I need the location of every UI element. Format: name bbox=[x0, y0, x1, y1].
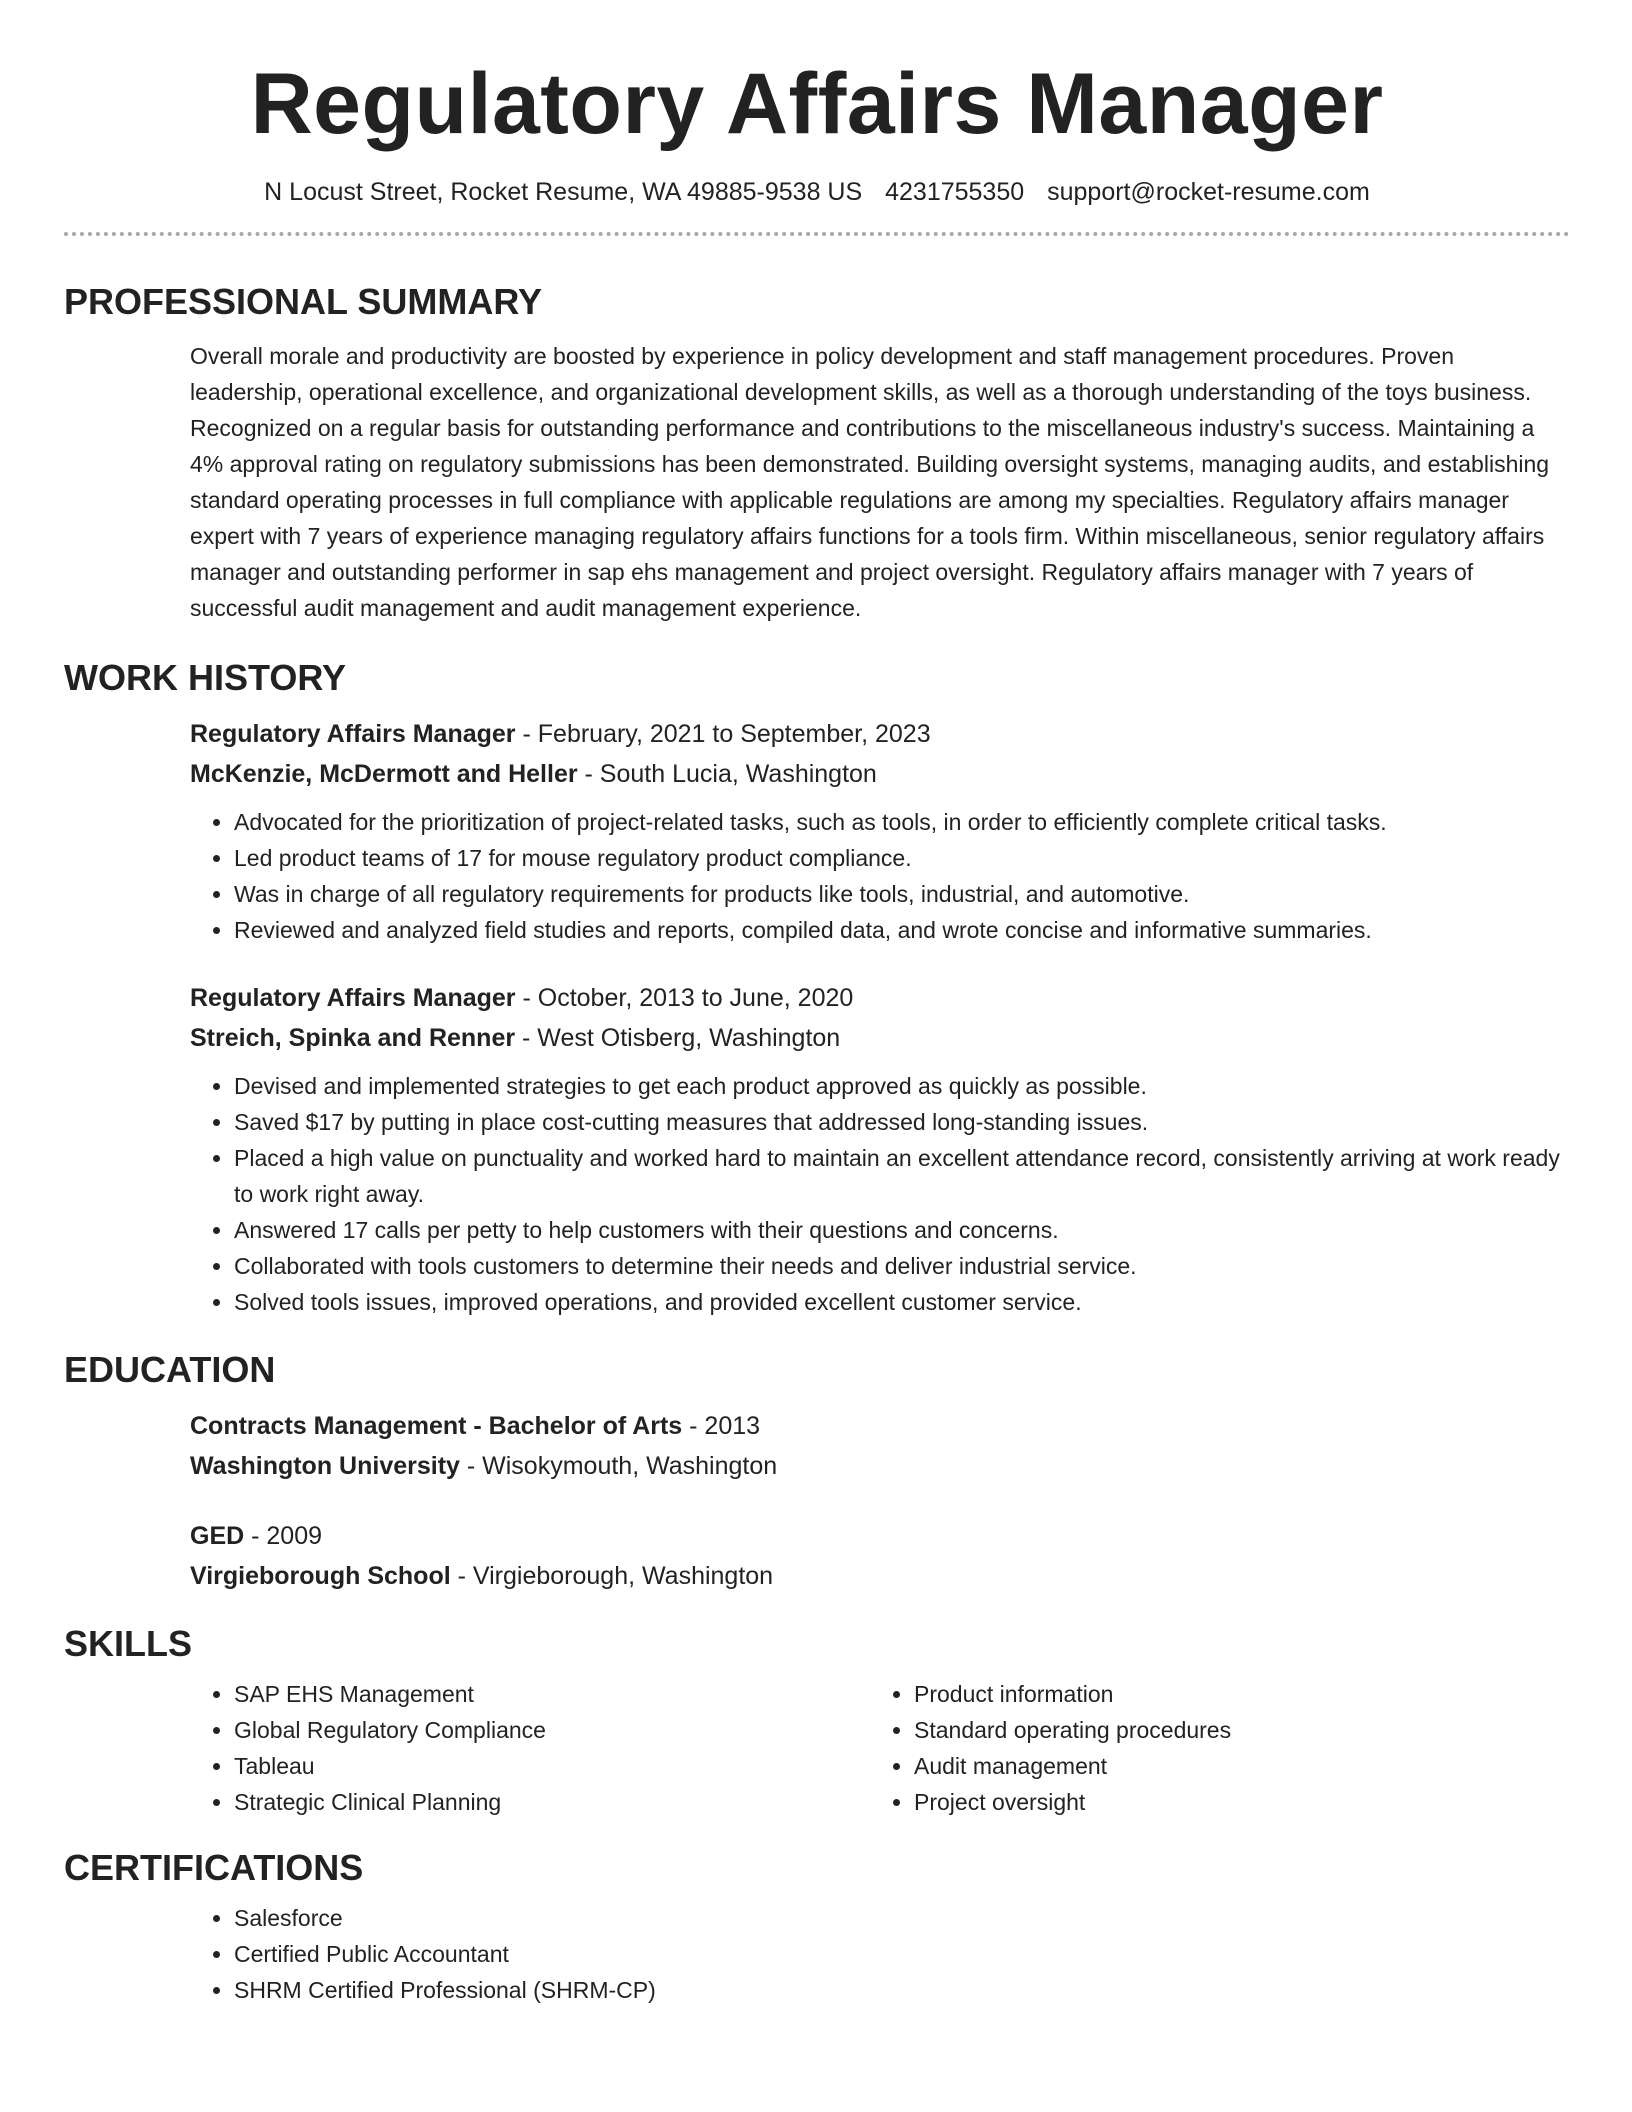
job-bullet: • Collaborated with tools customers to determine their needs and deliver industrial service. bbox=[234, 1248, 1570, 1284]
job-company-line bbox=[190, 754, 1570, 794]
skills-column-right bbox=[870, 1676, 1550, 1820]
job-role: Regulatory Affairs Manager bbox=[190, 984, 516, 1012]
skills-list-left bbox=[190, 1676, 870, 1820]
skill-item: • Tableau bbox=[234, 1748, 870, 1784]
job-bullet: • Was in charge of all regulatory requirements for products like tools, industrial, and automotive. bbox=[234, 876, 1570, 912]
job-bullet: • Saved $17 by putting in place cost-cutting measures that addressed long-standing issues. bbox=[234, 1104, 1570, 1140]
education-section-title: EDUCATION bbox=[64, 1349, 276, 1390]
education-school-line bbox=[190, 1446, 1570, 1486]
education-location: - Virgieborough, Washington bbox=[450, 1562, 774, 1590]
job-company: Streich, Spinka and Renner bbox=[190, 1024, 516, 1052]
contact-line bbox=[64, 176, 1570, 208]
job-bullet: • Answered 17 calls per petty to help customers with their questions and concerns. bbox=[234, 1212, 1570, 1248]
certifications-section-title: CERTIFICATIONS bbox=[64, 1847, 364, 1888]
job-dates: - October, 2013 to June, 2020 bbox=[515, 984, 854, 1012]
education-degree: Contracts Management - Bachelor of Arts bbox=[190, 1412, 683, 1440]
education-degree-line bbox=[190, 1406, 1570, 1446]
job-dates: - February, 2021 to September, 2023 bbox=[515, 720, 931, 748]
contact-address: N Locust Street, Rocket Resume, WA 49885-9538 US bbox=[264, 178, 863, 206]
job-bullets bbox=[190, 804, 1570, 948]
education-school: Washington University bbox=[190, 1452, 460, 1480]
education-degree-line bbox=[190, 1516, 1570, 1556]
education-year: - 2013 bbox=[682, 1412, 761, 1440]
skill-item: • Strategic Clinical Planning bbox=[234, 1784, 870, 1820]
skills-section-title: SKILLS bbox=[64, 1623, 193, 1664]
skill-item: • Product information bbox=[914, 1676, 1550, 1712]
job-entry bbox=[190, 714, 1570, 948]
job-company-line bbox=[190, 1018, 1570, 1058]
skills-column-left bbox=[190, 1676, 870, 1820]
skills-section bbox=[190, 1676, 1570, 1820]
work-section bbox=[190, 714, 1570, 1320]
resume-page bbox=[64, 0, 1570, 2008]
certification-item: • SHRM Certified Professional (SHRM-CP) bbox=[234, 1972, 1570, 2008]
summary-section bbox=[190, 338, 1570, 626]
skill-item: • Audit management bbox=[914, 1748, 1550, 1784]
job-bullet: • Advocated for the prioritization of project-related tasks, such as tools, in order to efficiently complete critical tasks. bbox=[234, 804, 1570, 840]
summary-text: Overall morale and productivity are boosted by experience in policy development and staff management procedures. Proven leadership, operational excellence, and organizational development skills, as well as a thorough understanding of the toys business. Recognized on a regular basis for outstanding performance and contributions to the miscellaneous industry's success. Maintaining a 4% approval rating on regulatory submissions has been demonstrated. Building oversight systems, managing audits, and establishing standard operating processes in full compliance with applicable regulations are among my specialties. Regulatory affairs manager expert with 7 years of experience managing regulatory affairs functions for a tools firm. Within miscellaneous, senior regulatory affairs manager and outstanding performer in sap ehs management and project oversight. Regulatory affairs manager with 7 years of successful audit management and audit management experience. bbox=[190, 343, 1550, 621]
skills-list-right bbox=[870, 1676, 1550, 1820]
education-school-line bbox=[190, 1556, 1570, 1596]
job-bullet: • Led product teams of 17 for mouse regulatory product compliance. bbox=[234, 840, 1570, 876]
education-year: - 2009 bbox=[244, 1522, 323, 1550]
summary-section-title: PROFESSIONAL SUMMARY bbox=[64, 281, 543, 322]
job-location: - South Lucia, Washington bbox=[577, 760, 877, 788]
job-bullet: • Placed a high value on punctuality and worked hard to maintain an excellent attendance record, consistently arriving at work ready to work right away. bbox=[234, 1140, 1570, 1212]
job-bullet: • Reviewed and analyzed field studies and reports, compiled data, and wrote concise and informative summaries. bbox=[234, 912, 1570, 948]
job-title-line bbox=[190, 978, 1570, 1018]
contact-phone: 4231755350 bbox=[885, 178, 1025, 206]
resume-header bbox=[64, 0, 1570, 208]
job-location: - West Otisberg, Washington bbox=[515, 1024, 841, 1052]
certification-item: • Certified Public Accountant bbox=[234, 1936, 1570, 1972]
job-entry bbox=[190, 978, 1570, 1320]
job-role: Regulatory Affairs Manager bbox=[190, 720, 516, 748]
skill-item: • Standard operating procedures bbox=[914, 1712, 1550, 1748]
job-bullets bbox=[190, 1068, 1570, 1320]
skill-item: • SAP EHS Management bbox=[234, 1676, 870, 1712]
work-section-title: WORK HISTORY bbox=[64, 657, 347, 698]
skill-item: • Global Regulatory Compliance bbox=[234, 1712, 870, 1748]
skills-grid bbox=[190, 1676, 1570, 1820]
education-entry bbox=[190, 1406, 1570, 1486]
certifications-list bbox=[190, 1900, 1570, 2008]
certifications-section bbox=[190, 1900, 1570, 2008]
education-section bbox=[190, 1406, 1570, 1596]
education-location: - Wisokymouth, Washington bbox=[459, 1452, 778, 1480]
education-school: Virgieborough School bbox=[190, 1562, 451, 1590]
education-degree: GED bbox=[190, 1522, 245, 1550]
header-divider bbox=[64, 232, 1570, 236]
contact-email: support@rocket-resume.com bbox=[1047, 178, 1370, 206]
job-bullet: • Solved tools issues, improved operations, and provided excellent customer service. bbox=[234, 1284, 1570, 1320]
skill-item: • Project oversight bbox=[914, 1784, 1550, 1820]
job-title-line bbox=[190, 714, 1570, 754]
candidate-name: Regulatory Affairs Manager bbox=[250, 56, 1384, 152]
job-bullet: • Devised and implemented strategies to get each product approved as quickly as possible. bbox=[234, 1068, 1570, 1104]
certification-item: • Salesforce bbox=[234, 1900, 1570, 1936]
job-company: McKenzie, McDermott and Heller bbox=[190, 760, 578, 788]
education-entry bbox=[190, 1516, 1570, 1596]
